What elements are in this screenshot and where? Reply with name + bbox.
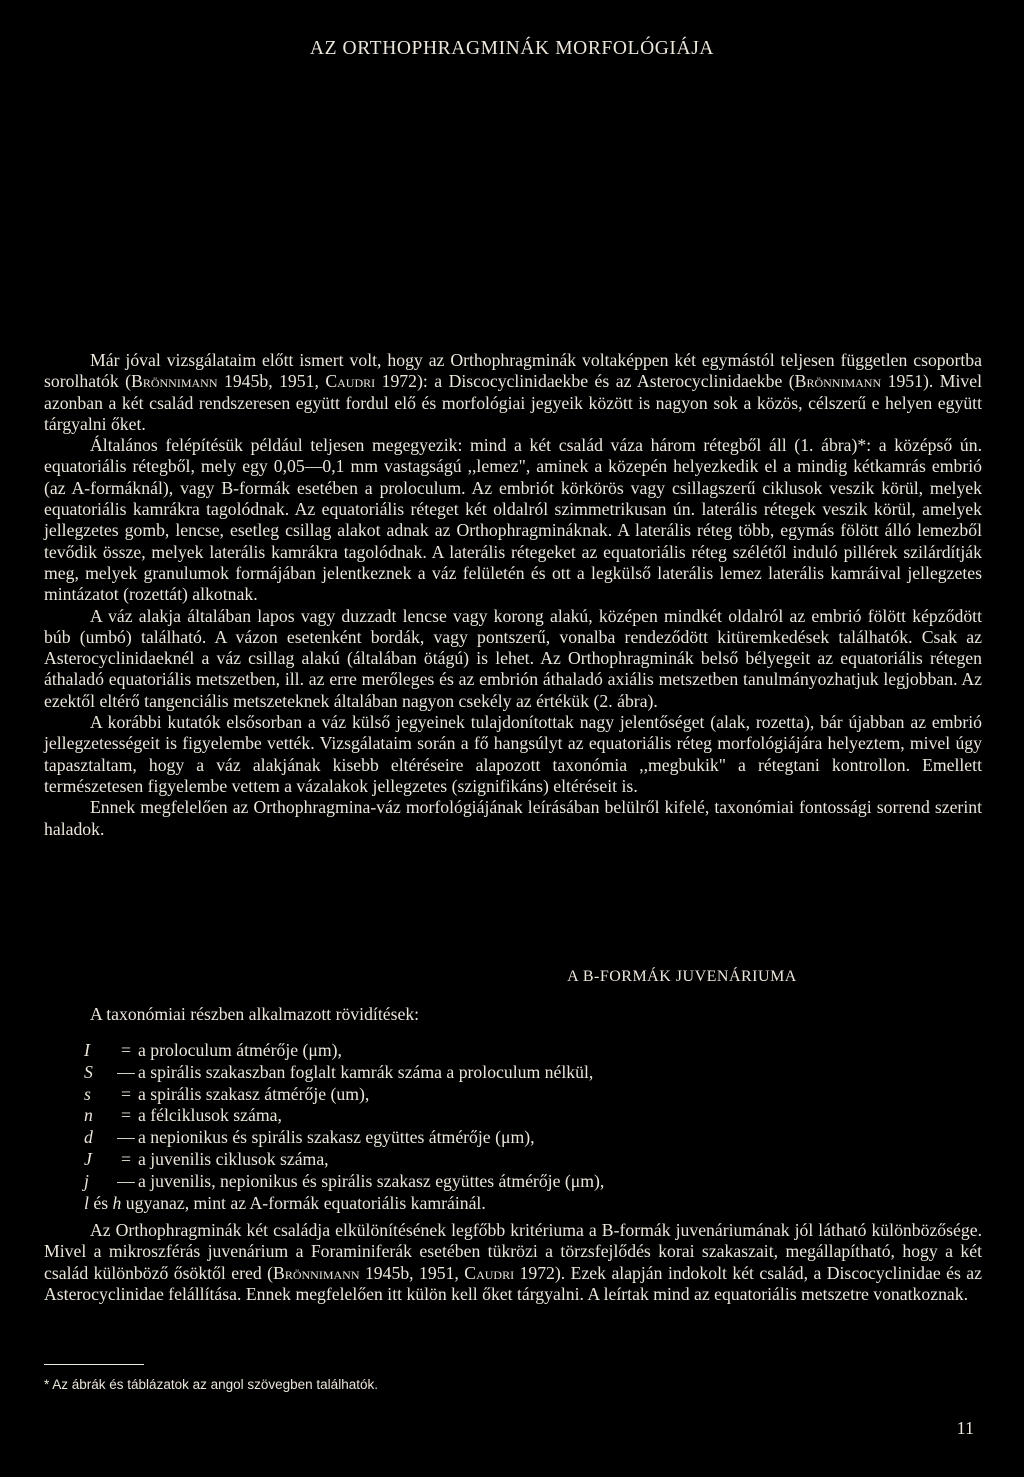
author-name: Brönnimann — [273, 1262, 360, 1283]
abbreviation-text: ugyanaz, mint az A-formák equatoriális kamráinál. — [121, 1192, 486, 1213]
abbreviation-text: a juvenilis, nepionikus és spirális szakasz együttes átmérője (μm), — [138, 1170, 605, 1191]
running-header: AZ ORTHOPHRAGMINÁK MORFOLÓGIÁJA — [309, 38, 715, 59]
abbreviation-row — [84, 1171, 604, 1193]
abbreviation-symbol: d — [84, 1127, 93, 1148]
text-run: 1951). Mivel azonban a két család rendszeresen együtt fordul elő és morfológiai jegyeik között is nagyon sok a közös, célszerű e helyen együtt tárgyalni őket. — [44, 371, 982, 434]
abbreviation-row — [84, 1040, 604, 1062]
paragraph-3: A váz alakja általában lapos vagy duzzadt lencse vagy korong alakú, középen mindkét oldalról az embrió fölött képződött búb (umbó) található. A vázon esetenként bordák, vagy pontszerű, vonalba rendeződött kitüremkedések találhatók. Csak az Asterocyclinidaeknél a váz csillag alakú (általában ötágú) is lehet. Az Orthophragminák belső bélyegeit az equatoriális rétegen áthaladó equatoriális metszetben, ill. az erre merőleges és az embrión áthaladó axiális metszetben tanulmányozhatjuk legjobban. Az ezektől eltérő tangenciális metszeteknek általában nagyon csekély az értékük (2. ábra). — [44, 605, 982, 711]
paragraph-2: Általános felépítésük például teljesen megegyezik: mind a két család váza három rétegből áll (1. ábra)*: a középső ún. equatoriális rétegből, mely egy 0,05—0,1 mm vastagságú ,,lemez", aminek a közepén helyezkedik el a mindig kétkamrás embrió (az A-formáknál), vagy B-formák esetében a proloculum. Az embriót körkörös vagy csillagszerű ciklusok veszik körül, melyek equatoriális kamrákra tagolódnak. Az equatoriális réteget két oldalról szimmetrikusan ún. laterális rétegek veszik körül, amelyek jellegzetes gomb, lencse, esetleg csillag alakot adnak az Orthophragmináknak. A laterális réteg több, egymás fölött álló lemezből tevődik össze, melyek laterális kamrákra tagolódnak. A laterális rétegeket az equatoriális réteg szélétől induló pillérek szilárdítják meg, melyek granulumok formájában jelentkeznek a váz felületén és ott a legkülső laterális lemez laterális kamráival jellegzetes mintázatot (rozettát) alkotnak. — [44, 435, 982, 605]
closing-paragraph — [44, 1220, 982, 1305]
text-run: 1945b, 1951, — [359, 1262, 465, 1283]
abbreviation-row — [84, 1127, 604, 1149]
closing-paragraph-block — [44, 1220, 982, 1305]
footnote: * Az ábrák és táblázatok az angol szövegben találhatók. — [44, 1377, 378, 1392]
abbreviation-sign: = — [121, 1148, 131, 1169]
abbreviation-symbol: s — [84, 1083, 91, 1104]
abbreviation-text: a spirális szakasz átmérője (um), — [138, 1083, 370, 1104]
author-name: Brönnimann — [131, 371, 218, 392]
abbreviation-symbol: h — [112, 1192, 122, 1213]
abbreviation-row — [84, 1105, 604, 1127]
abbreviation-text: a félciklusok száma, — [138, 1105, 282, 1126]
abbreviation-symbol: n — [84, 1105, 93, 1126]
author-name: Caudri — [325, 371, 376, 392]
abbreviation-text: a proloculum átmérője (μm), — [138, 1040, 342, 1060]
abbreviation-text: a juvenilis ciklusok száma, — [138, 1148, 329, 1169]
text-run: 1972). Ezek alapján indokolt két család, a Discocyclinidae és az Asterocyclinidae felállítása. Ennek megfelelően itt külön kell őket tárgyalni. A leírtak mind az equatoriális metszetre vonatkoznak. — [44, 1262, 983, 1304]
abbreviation-symbol: S — [84, 1061, 93, 1082]
section-title: A B-FORMÁK JUVENÁRIUMA — [567, 968, 797, 985]
abbreviation-text: a nepionikus és spirális szakasz együttes átmérője (μm), — [138, 1127, 535, 1148]
text-run: 1945b, 1951, — [217, 371, 326, 392]
abbreviation-sign: = — [121, 1083, 131, 1104]
abbreviation-text: a spirális szakaszban foglalt kamrák száma a proloculum nélkül, — [138, 1061, 594, 1082]
abbreviation-sign: — — [117, 1170, 135, 1191]
paragraph-1 — [44, 350, 982, 435]
abbreviation-sign: — — [117, 1061, 135, 1082]
abbreviations-list — [84, 1040, 604, 1214]
abbreviations-intro: A taxonómiai részben alkalmazott rövidítések: — [90, 1004, 420, 1024]
abbreviation-symbol: l — [84, 1192, 89, 1213]
page-number: 11 — [956, 1418, 974, 1438]
abbreviation-row-last — [84, 1193, 604, 1215]
abbreviation-symbol: I — [84, 1040, 90, 1060]
text-run: Már jóval vizsgálataim előtt ismert volt, hogy az Orthophragminák voltaképpen két egymástól teljesen független csoportba sorolhatók ( — [44, 350, 982, 392]
abbreviation-row — [84, 1149, 604, 1171]
abbreviation-sign: = — [121, 1040, 131, 1060]
abbreviation-sign: — — [117, 1127, 135, 1148]
text-run: Az Orthophragminák két családja elkülönítésének legfőbb kritériuma a B-formák juvenáriumának jól látható különbözősége. Mivel a mikroszférás juvenárium a Foraminiferák esetében tükrözi a törzsfejlődés korai szakaszait, megállapítható, hogy a két család különböző ősöktől ered ( — [44, 1220, 982, 1283]
abbreviation-sign: = — [121, 1105, 131, 1126]
author-name: Brönnimann — [794, 371, 882, 392]
abbreviation-row — [84, 1062, 604, 1084]
abbreviation-row — [84, 1084, 604, 1106]
main-text — [44, 350, 982, 840]
text-run: 1972): a Discocyclinidaekbe és az Asterocyclinidaekbe ( — [375, 371, 795, 392]
abbreviation-symbol: J — [84, 1148, 92, 1169]
paragraph-5: Ennek megfelelően az Orthophragmina-váz morfológiájának leírásában belülről kifelé, taxonómiai fontossági sorrend szerint haladok. — [44, 797, 982, 839]
author-name: Caudri — [464, 1262, 515, 1283]
abbreviation-conjunction: és — [88, 1192, 113, 1213]
abbreviation-symbol: j — [84, 1170, 89, 1191]
footnote-divider — [44, 1364, 144, 1365]
paragraph-4: A korábbi kutatók elsősorban a váz külső jegyeinek tulajdonítottak nagy jelentőséget (alak, rozetta), bár újabban az embrió jellegzetességeit is figyelembe vették. Vizsgálataim során a fő hangsúlyt az equatoriális réteg morfológiájára helyeztem, mivel úgy tapasztaltam, hogy a váz alakjának kisebb eltéréseire alapozott taxonómia ,,megbukik" a rétegtani kontrollon. Emellett természetesen figyelembe vettem a vázalakok jellegzetes (szignifikáns) eltéréseit is. — [44, 712, 982, 796]
